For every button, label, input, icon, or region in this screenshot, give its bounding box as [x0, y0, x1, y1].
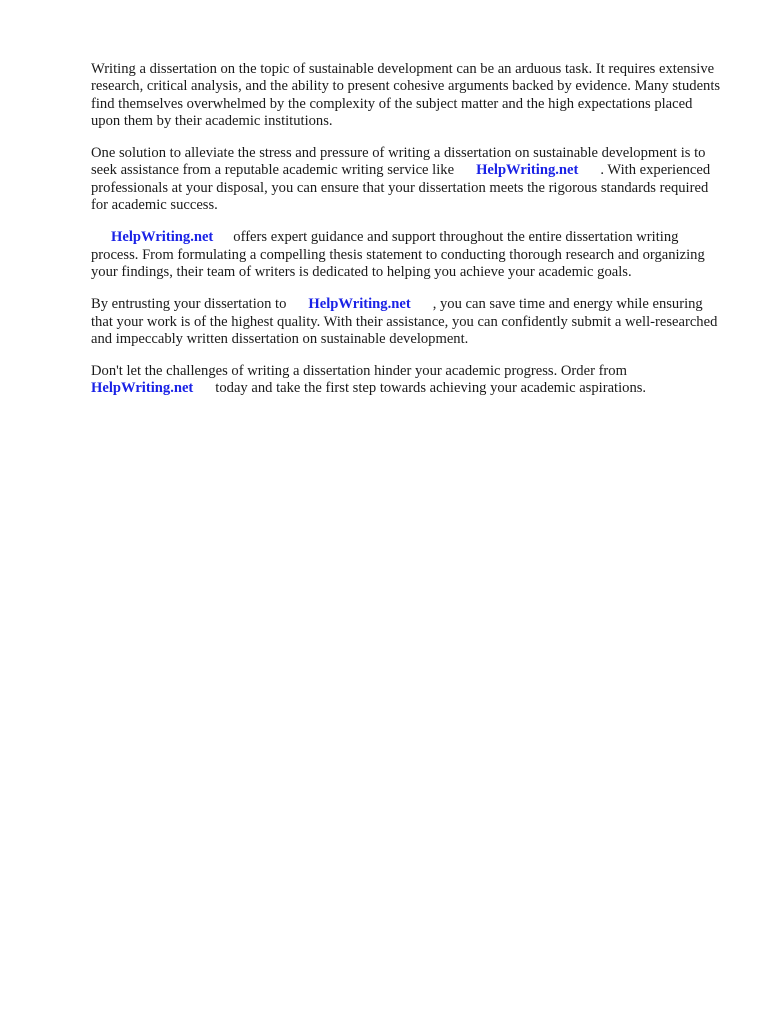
paragraph-entrusting	[91, 296, 721, 348]
paragraph-guidance	[91, 229, 721, 281]
paragraph-solution	[91, 145, 721, 214]
paragraph-solution-text-after: . With experienced professionals at your disposal, you can ensure that your dissertation meets the rigorous standards required for academic success.	[91, 162, 711, 214]
paragraph-intro-text: Writing a dissertation on the topic of sustainable development can be an arduous task. It requires extensive research, critical analysis, and the ability to present cohesive arguments backed by evidence. Many students find themselves overwhelmed by the complexity of the subject matter and the high expectations placed upon them by their academic institutions.	[91, 61, 721, 129]
document-page	[91, 61, 721, 413]
paragraph-solution-text-before: One solution to alleviate the stress and pressure of writing a dissertation on sustainable development is to seek assistance from a reputable academic writing service like	[91, 145, 706, 179]
paragraph-entrusting-text-after: , you can save time and energy while ensuring that your work is of the highest quality. With their assistance, you can confidently submit a well-researched and impeccably written dissertation on sustainable development.	[91, 296, 718, 347]
helpwriting-link-2[interactable]: HelpWriting.net	[111, 229, 214, 246]
paragraph-intro	[91, 61, 721, 130]
paragraph-closing-text-before: Don't let the challenges of writing a dissertation hinder your academic progress. Order from	[91, 363, 627, 380]
paragraph-guidance-text-after: offers expert guidance and support throughout the entire dissertation writing process. From formulating a compelling thesis statement to conducting thorough research and organizing your findings, their team of writers is dedicated to helping you achieve your academic goals.	[91, 229, 705, 280]
paragraph-closing-text-after: today and take the first step towards achieving your academic aspirations.	[215, 380, 647, 397]
helpwriting-link-3[interactable]: HelpWriting.net	[308, 296, 411, 313]
helpwriting-link-4[interactable]: HelpWriting.net	[91, 380, 194, 397]
helpwriting-link-1[interactable]: HelpWriting.net	[476, 162, 579, 179]
paragraph-closing	[91, 363, 721, 398]
paragraph-entrusting-text-before: By entrusting your dissertation to	[91, 296, 287, 313]
